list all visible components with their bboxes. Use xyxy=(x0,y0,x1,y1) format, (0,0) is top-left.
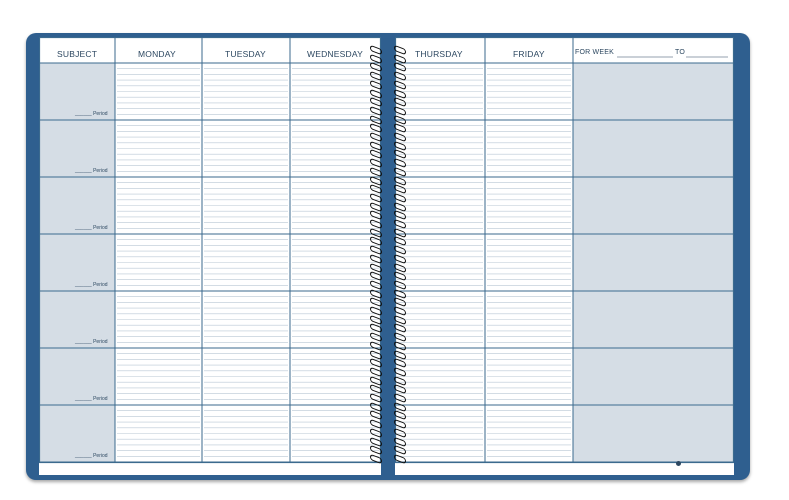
period-label: ______ Period xyxy=(75,339,108,345)
header-tuesday: TUESDAY xyxy=(225,49,266,59)
spiral-coil xyxy=(368,133,410,139)
spiral-coil xyxy=(368,168,410,174)
shaded-column xyxy=(39,63,115,462)
spiral-coil xyxy=(368,46,410,52)
spiral-coil xyxy=(368,446,410,452)
spiral-coil xyxy=(368,351,410,357)
spiral-coil xyxy=(368,307,410,313)
spiral-coil xyxy=(368,150,410,156)
period-label: ______ Period xyxy=(75,453,108,459)
right-page-grid xyxy=(395,37,734,475)
spiral-coil xyxy=(368,377,410,383)
spiral-coil xyxy=(368,211,410,217)
spiral-coil xyxy=(368,290,410,296)
spiral-coil xyxy=(368,55,410,61)
spiral-coil xyxy=(368,324,410,330)
for-week-label: FOR WEEK xyxy=(575,49,614,56)
left-page-grid xyxy=(39,37,381,475)
spiral-coil xyxy=(368,316,410,322)
spiral-coil xyxy=(368,403,410,409)
spiral-coil xyxy=(368,411,410,417)
spiral-coil xyxy=(368,429,410,435)
spiral-coil xyxy=(368,272,410,278)
spiral-coil xyxy=(368,255,410,261)
right-page xyxy=(395,37,734,475)
header-thursday: THURSDAY xyxy=(415,49,463,59)
shaded-column xyxy=(573,63,734,462)
header-wednesday: WEDNESDAY xyxy=(307,49,363,59)
spiral-coil xyxy=(368,229,410,235)
spiral-coil xyxy=(368,368,410,374)
spiral-coil xyxy=(368,124,410,130)
header-subject: SUBJECT xyxy=(57,49,98,59)
spiral-coil xyxy=(368,220,410,226)
spiral-coil xyxy=(368,159,410,165)
spiral-coil xyxy=(368,264,410,270)
spiral-coil xyxy=(368,185,410,191)
spiral-coil xyxy=(368,90,410,96)
spiral-coil xyxy=(368,177,410,183)
spiral-coil xyxy=(368,281,410,287)
spiral-coil xyxy=(368,455,410,461)
spiral-coil xyxy=(368,333,410,339)
spiral-coil xyxy=(368,385,410,391)
spiral-coil xyxy=(368,342,410,348)
spiral-coil xyxy=(368,298,410,304)
spiral-coil xyxy=(368,63,410,69)
spiral-coil xyxy=(368,142,410,148)
spiral-coil xyxy=(368,246,410,252)
period-label: ______ Period xyxy=(75,282,108,288)
period-label: ______ Period xyxy=(75,168,108,174)
spiral-binding xyxy=(368,46,410,464)
left-page xyxy=(39,37,381,475)
spiral-coil xyxy=(368,438,410,444)
spiral-coil xyxy=(368,420,410,426)
publisher-logo xyxy=(676,461,726,467)
spiral-coil xyxy=(368,203,410,209)
period-label: ______ Period xyxy=(75,396,108,402)
spiral-coil xyxy=(368,359,410,365)
period-label: ______ Period xyxy=(75,111,108,117)
spiral-coil xyxy=(368,394,410,400)
spiral-coil xyxy=(368,72,410,78)
to-label: TO xyxy=(675,49,685,56)
spiral-coil xyxy=(368,237,410,243)
spiral-coil xyxy=(368,194,410,200)
header-friday: FRIDAY xyxy=(513,49,545,59)
spiral-coil xyxy=(368,107,410,113)
period-label: ______ Period xyxy=(75,225,108,231)
spiral-coil xyxy=(368,98,410,104)
header-monday: MONDAY xyxy=(138,49,176,59)
spiral-coil xyxy=(368,116,410,122)
spiral-coil xyxy=(368,81,410,87)
